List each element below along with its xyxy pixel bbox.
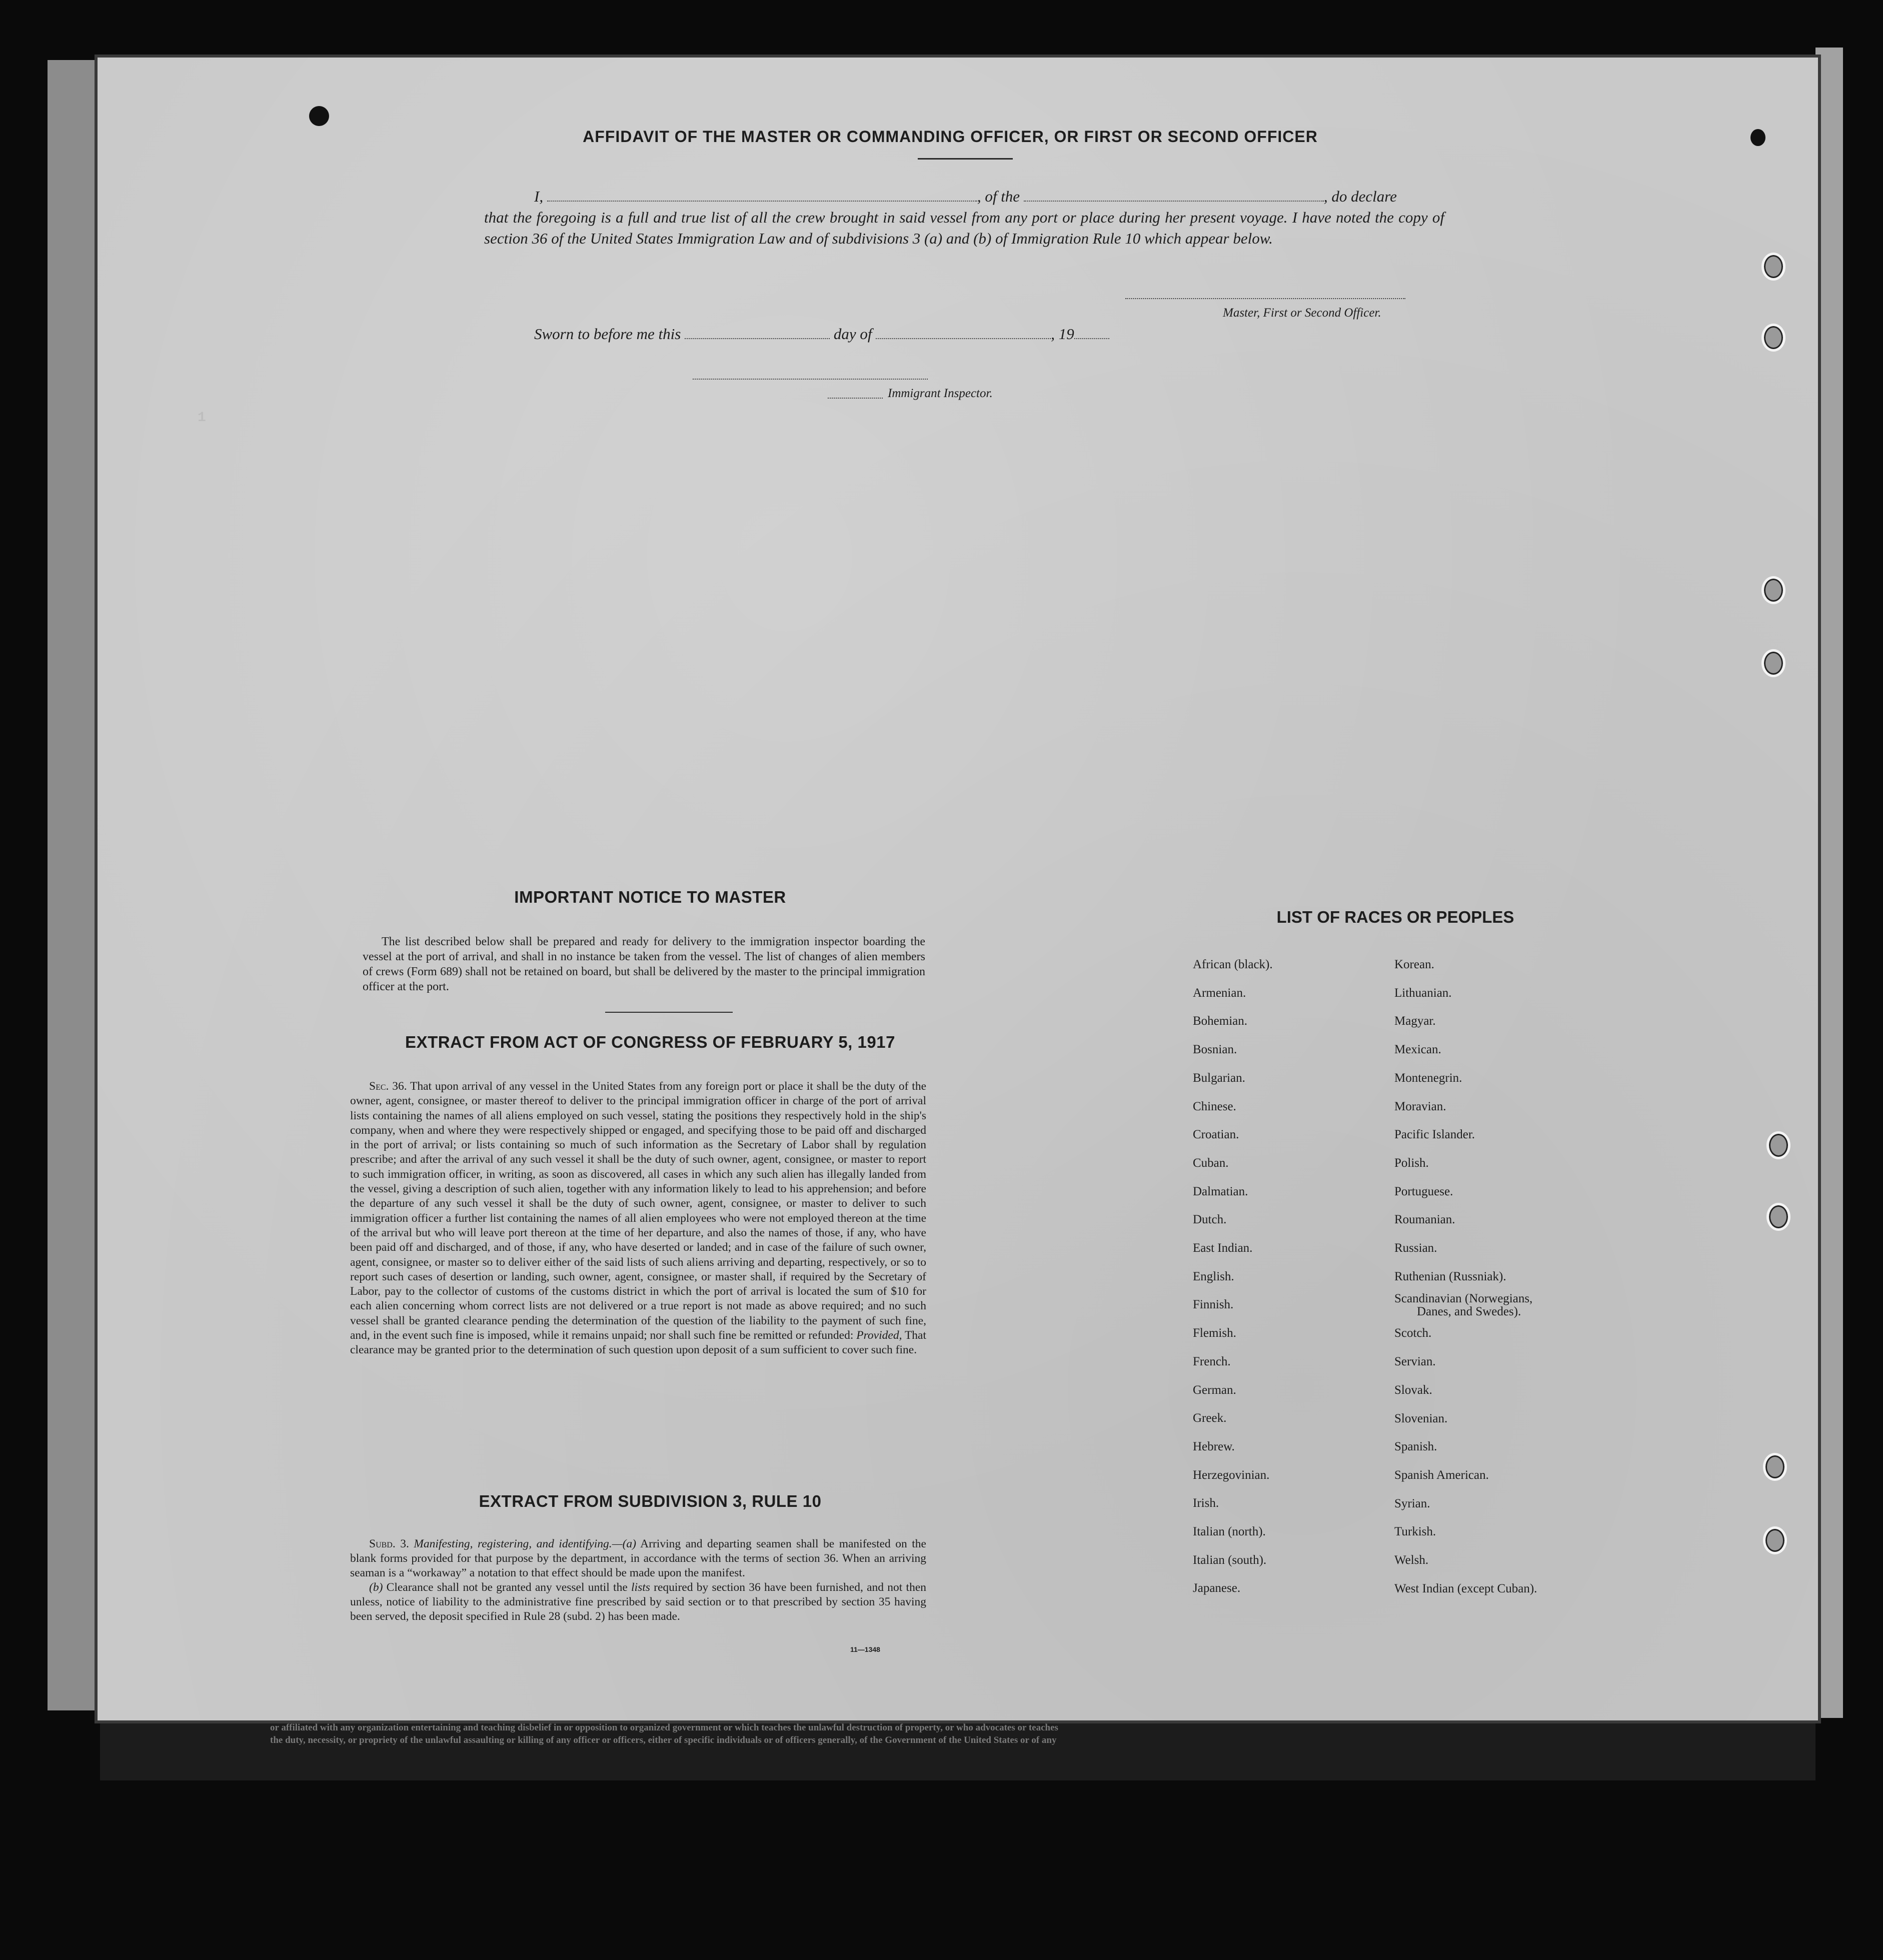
binder-ring (1763, 1453, 1787, 1481)
race-item: Greek. (1193, 1411, 1227, 1425)
sworn-year-field[interactable] (1074, 326, 1109, 339)
master-signature-label: Master, First or Second Officer. (1223, 306, 1381, 320)
races-left-column (1193, 951, 1273, 1603)
race-item: Italian (south). (1193, 1553, 1267, 1567)
race-item: West Indian (except Cuban). (1394, 1581, 1537, 1595)
binder-ring (1763, 1526, 1787, 1554)
race-item: Armenian. (1193, 986, 1246, 1000)
document-page (98, 58, 1818, 1720)
race-item: Cuban. (1193, 1156, 1229, 1170)
binder-ring (1761, 649, 1785, 677)
extract-rule-text (350, 1537, 926, 1624)
race-item: Chinese. (1193, 1099, 1236, 1113)
race-item: Portuguese. (1394, 1184, 1453, 1198)
officer-name-field[interactable] (547, 189, 977, 202)
race-item: Scotch. (1394, 1326, 1432, 1340)
race-item: Magyar. (1394, 1014, 1436, 1028)
race-item: East Indian. (1193, 1241, 1253, 1255)
race-item: Herzegovinian. (1193, 1468, 1270, 1482)
race-item: French. (1193, 1354, 1231, 1368)
provided-word: Provided, (856, 1329, 902, 1342)
bleed-through-text: 1 (198, 410, 677, 426)
rule-para-a (350, 1537, 926, 1580)
para-a-label: —(a) (612, 1537, 636, 1550)
rule-para-b (350, 1580, 926, 1624)
race-item: English. (1193, 1269, 1234, 1283)
binder-ring (1761, 576, 1785, 604)
punch-hole (1750, 129, 1765, 146)
race-item: Russian. (1394, 1241, 1437, 1255)
race-item: Slovenian. (1394, 1411, 1448, 1425)
vessel-name-field[interactable] (1024, 189, 1324, 202)
subd-heading: Manifesting, registering, and identifying. (414, 1537, 612, 1550)
race-item: Slovak. (1394, 1383, 1432, 1397)
race-item: Japanese. (1193, 1581, 1241, 1595)
para-b-lists: lists (631, 1581, 650, 1594)
page-edge-right (1815, 48, 1843, 1718)
extract-act-title: EXTRACT FROM ACT OF CONGRESS OF FEBRUARY 5, 1917 (405, 1033, 895, 1051)
notice-title: IMPORTANT NOTICE TO MASTER (514, 888, 786, 906)
inspector-signature-label: Immigrant Inspector. (888, 387, 993, 400)
title-divider (918, 158, 1013, 160)
affidavit-i: I, (534, 188, 544, 205)
para-a-text: Arriving and departing seamen shall be manifested on the blank forms provided for that purpose by the department, in accordance with the terms of section 36. When an arriving seaman is a “workaway” a notation to that effect should be made upon the manifest. (350, 1537, 926, 1579)
section-36-text: That upon arrival of any vessel in the United States from any foreign port or place it shall be the duty of the owner, agent, consignee, or master thereof to deliver to the principal immigration officer in charge of the port of arrival lists containing the names of all aliens employed on such vessel, stating the positions they respectively hold in the ship's company, when and where they were respectively shipped or engaged, and specifying those to be paid off and discharged in the port of arrival; or lists containing so much of such information as the Secretary of Labor shall by regulation prescribe; and after the arrival of any such vessel it shall be the duty of such owner, agent, consignee, or master to report to such immigration officer, in writing, as soon as discovered, all cases in which any such alien has illegally landed from the vessel, giving a description of such alien, together with any information likely to lead to his apprehension; and before the departure of any such vessel it shall be the duty of such owner, agent, consignee, or master to deliver to such immigration officer a further list containing the names of all alien employees who were not employed thereon at the time of the arrival but who will leave port thereon at the time of her departure, and also the names of those, if any, who have been paid off and discharged, and of those, if any, who have deserted or landed; and in case of the failure of such owner, agent, consignee, or master so to deliver either of the said lists of such aliens arriving and departing, respectively, or so to report such cases of desertion or landing, such owner, agent, consignee, or master shall, if required by the Secretary of Labor, pay to the collector of customs of the customs district in which the port of arrival is located the sum of $10 for each alien concerning whom correct lists are not delivered or a true report is not made as above required; and no such vessel shall be granted clearance pending the determination of the question of the liability to the payment of such fine, and, in the event such fine is imposed, while it remains unpaid; nor shall such fine be remitted or refunded: (350, 1080, 927, 1342)
inspector-signature-line[interactable] (693, 379, 928, 380)
notice-text: The list described below shall be prepared and ready for delivery to the immigration inspector boarding the vessel at the port of arrival, and shall in no instance be taken from the vessel. The list of changes of alien members of crews (Form 689) shall not be retained on board, but shall be delivered by the master to the principal immigration officer at the port. (363, 935, 925, 993)
races-title: LIST OF RACES OR PEOPLES (1276, 908, 1514, 926)
form-number: 11—1348 (850, 1645, 880, 1653)
races-right-column (1394, 951, 1537, 1603)
race-item: Montenegrin. (1394, 1071, 1462, 1085)
race-item: Turkish. (1394, 1525, 1436, 1539)
sworn-prefix: Sworn to before me this (534, 325, 681, 343)
race-item: Spanish. (1394, 1440, 1437, 1454)
master-signature-line[interactable] (1125, 298, 1405, 299)
para-b-label: (b) (369, 1581, 383, 1594)
race-item: Korean. (1394, 958, 1434, 971)
race-item: Bohemian. (1193, 1014, 1248, 1028)
race-item: Syrian. (1394, 1496, 1430, 1510)
race-item: Lithuanian. (1394, 986, 1452, 1000)
underlying-line-2: the duty, necessity, or propriety of the unlawful assaulting or killing of any officer or officers, either of specific individuals or of officers generally, of the Government of the United States or of any (270, 1735, 1057, 1745)
binder-ring (1761, 324, 1785, 352)
sworn-day-field[interactable] (685, 326, 830, 339)
race-item: Ruthenian (Russniak). (1394, 1269, 1506, 1283)
affidavit-title: AFFIDAVIT OF THE MASTER OR COMMANDING OFFICER, OR FIRST OR SECOND OFFICER (583, 128, 1318, 146)
binder-ring (1761, 253, 1785, 281)
sworn-year: , 19 (1051, 325, 1074, 343)
race-item: Bosnian. (1193, 1043, 1237, 1057)
sworn-line (534, 325, 1109, 343)
binder-ring (1766, 1203, 1790, 1231)
para-b-text-1: Clearance shall not be granted any vessel until the (386, 1581, 628, 1594)
race-item: African (black). (1193, 958, 1273, 971)
section-label: Sec. 36. (369, 1080, 407, 1093)
race-item: Polish. (1394, 1156, 1429, 1170)
race-item: Flemish. (1193, 1326, 1236, 1340)
binder-ring (1766, 1131, 1790, 1159)
race-item: Irish. (1193, 1496, 1219, 1510)
sworn-day-of: day of (833, 325, 872, 343)
race-item: Scandinavian (Norwegians, Danes, and Swedes). (1394, 1292, 1533, 1319)
race-item: Welsh. (1394, 1553, 1429, 1567)
race-item: German. (1193, 1383, 1236, 1397)
affidavit-declare: , do declare (1323, 188, 1397, 205)
affidavit-declare-line (484, 186, 1444, 207)
underlying-line-1: or affiliated with any organization entertaining and teaching disbelief in or opposition to organized government or which teaches the unlawful destruction of property, or who advocates or teaches (270, 1722, 1058, 1733)
race-item: Moravian. (1394, 1099, 1446, 1113)
race-item: Pacific Islander. (1394, 1128, 1475, 1142)
page-edge-left (48, 60, 100, 1710)
punch-hole (309, 106, 329, 126)
extract-rule-title: EXTRACT FROM SUBDIVISION 3, RULE 10 (479, 1492, 822, 1510)
race-item: Dalmatian. (1193, 1184, 1248, 1198)
race-item: Servian. (1394, 1355, 1436, 1369)
race-item: Italian (north). (1193, 1525, 1266, 1539)
affidavit-body (484, 186, 1444, 249)
race-item: Hebrew. (1193, 1439, 1235, 1453)
race-item: Mexican. (1394, 1043, 1441, 1057)
race-item: Croatian. (1193, 1128, 1239, 1142)
para-b-text-2: required by section 36 have been furnished, and not then unless, notice of liability to the administrative fine prescribed by said section or to that prescribed by section 35 having been served, the deposit specified in Rule 28 (subd. 2) has been made. (350, 1581, 927, 1623)
subd-label: Subd. 3. (369, 1537, 409, 1550)
extract-act-text (350, 1079, 926, 1358)
underlying-page-text (270, 1721, 1290, 1746)
section-36-text-end: That clearance may be granted prior to the determination of such question upon deposit of a sum sufficient to cover such fine. (350, 1329, 927, 1357)
race-item: Bulgarian. (1193, 1071, 1245, 1085)
race-item: Dutch. (1193, 1213, 1227, 1227)
race-item: Finnish. (1193, 1298, 1234, 1312)
notice-divider (605, 1012, 733, 1013)
affidavit-of-the: , of the (977, 188, 1020, 205)
race-item: Spanish American. (1394, 1468, 1489, 1482)
affidavit-statement: that the foregoing is a full and true list of all the crew brought in said vessel from any port or place during her present voyage. I have noted the copy of section 36 of the United States Immigration Law and of subdivisions 3 (a) and (b) of Immigration Rule 10 which appear below. (484, 209, 1444, 247)
sworn-month-field[interactable] (876, 326, 1051, 339)
inspector-signature-stub (828, 398, 883, 399)
race-item: Roumanian. (1394, 1213, 1455, 1227)
